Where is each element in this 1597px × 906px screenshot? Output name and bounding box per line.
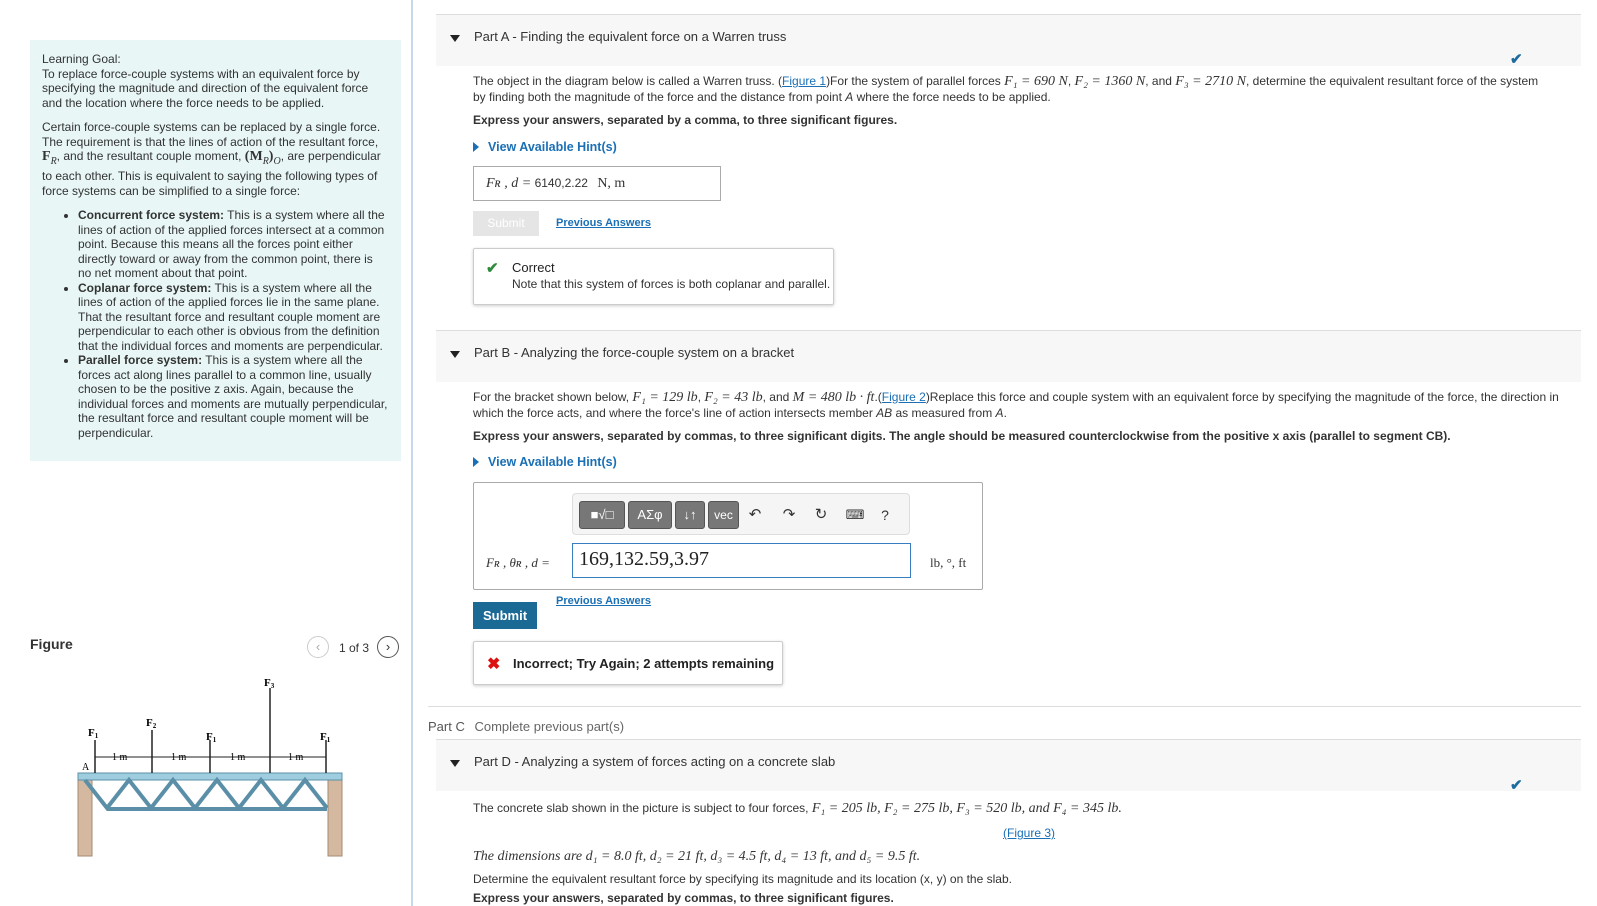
label-f2: F2 [146, 717, 157, 730]
web-members [85, 780, 327, 808]
figure-label: Figure [30, 636, 73, 652]
part-a-previous-answers-link[interactable]: Previous Answers [556, 217, 651, 229]
undo-icon[interactable]: ↶ [748, 506, 762, 523]
part-d-dimensions: The dimensions are d₁ = 8.0 ft, d₂ = 21 ft, d₃ = 4.5 ft, d₄ = 13 ft, and d₅ = 9.5 ft. [473, 849, 921, 864]
list-item: • Concurrent force system: This is a system where all the lines of action of the applied forces intersect at a common point. Because this means all the forces point either directly toward or away from the common point, there is no net moment about that point. [78, 208, 389, 281]
checkmark-icon: ✔ [486, 260, 499, 277]
list-item: • Coplanar force system: This is a system where all the lines of action of the applied forces lie in the same plane. That the resultant force and resultant couple moment are perpendicular to each other is obvious from the definition that the individual forces and moments are perpendicular. [78, 281, 389, 354]
intro-text-2: , and the resultant couple moment, [56, 149, 242, 163]
collapse-triangle-icon[interactable] [450, 351, 460, 358]
x-icon: ✖ [487, 656, 501, 673]
warren-truss-figure [70, 677, 370, 868]
chevron-left-icon[interactable]: ‹ [307, 636, 329, 658]
label-f3: F3 [264, 677, 275, 690]
greek-symbols-button[interactable]: AΣφ [628, 501, 672, 529]
math-toolbar [572, 493, 910, 535]
checkmark-icon: ✔ [1510, 51, 1523, 68]
caret-right-icon [473, 457, 479, 467]
collapse-triangle-icon[interactable] [450, 35, 460, 42]
label-dim-2: 1 m [171, 752, 187, 763]
caret-right-icon [473, 142, 479, 152]
part-b-previous-answers-link[interactable]: Previous Answers [556, 595, 651, 607]
part-b-submit-button[interactable]: Submit [473, 602, 537, 629]
label-dim-3: 1 m [230, 752, 246, 763]
mr-symbol: $(M_R)_O$ [244, 149, 281, 167]
figure-2-link[interactable]: Figure 2 [881, 390, 926, 404]
keyboard-icon[interactable]: ⌨ [845, 507, 865, 522]
list-item: • Parallel force system: This is a system where all the forces act along lines parallel to a common line, usually chosen to be the positive z axis. Again, because the individual forces and moments are mutually perpendicular, the resultant force and resultant couple moment will be perpendicular. [78, 353, 389, 440]
part-a-instruction: Express your answers, separated by a comma, to three significant figures. [473, 113, 898, 127]
right-panel [413, 0, 1597, 906]
right-support [328, 776, 342, 856]
part-a-header[interactable] [436, 14, 1581, 66]
checkmark-icon: ✔ [1510, 777, 1523, 794]
left-panel [0, 0, 412, 906]
part-a-submit-button[interactable]: Submit [473, 211, 539, 236]
label-dim-4: 1 m [288, 752, 304, 763]
reset-icon[interactable]: ↻ [814, 506, 828, 523]
learning-goal-box [30, 40, 401, 461]
subscript-superscript-button[interactable]: ↓↑ [675, 501, 705, 529]
part-b-header[interactable] [436, 330, 1581, 382]
part-d-header[interactable] [436, 739, 1581, 791]
part-a-feedback [473, 248, 834, 305]
chevron-right-icon[interactable]: › [377, 636, 399, 658]
label-point-a: A [82, 762, 90, 773]
feedback-title: Incorrect; Try Again; 2 attempts remaining [513, 656, 775, 671]
feedback-note: Note that this system of forces is both coplanar and parallel. [512, 277, 831, 291]
top-chord [78, 773, 342, 780]
collapse-triangle-icon[interactable] [450, 760, 460, 767]
part-d-task: Determine the equivalent resultant force by specifying its magnitude and its location (x, y) on the slab. [473, 872, 1012, 886]
answer-units: lb, °, ft [930, 555, 967, 570]
part-b-question: For the bracket shown below, F₁ = 129 lb, F₂ = 43 lb, and M = 480 lb · ft.(Figure 2)Replace this force and couple system with an equivalent force by specifying the magnitude of the force, the direction in which the force acts, and where the force's line of action intersects member AB as measured from A. [473, 390, 1559, 420]
part-c-status: Complete previous part(s) [474, 719, 625, 734]
part-b-instruction: Express your answers, separated by commas, to three significant digits. The angle should be measured counterclockwise from the positive x axis (parallel to segment CB). [473, 429, 1451, 443]
help-button[interactable]: ? [881, 507, 889, 523]
learning-goal-heading: Learning Goal: [42, 52, 121, 66]
part-b-title: Part B - Analyzing the force-couple system on a bracket [474, 345, 795, 360]
part-a-answer-display [473, 166, 721, 201]
part-d-title: Part D - Analyzing a system of forces acting on a concrete slab [474, 754, 836, 769]
figure-3-link[interactable]: (Figure 3) [1003, 826, 1056, 840]
part-b-hint-toggle[interactable]: View Available Hint(s) [473, 455, 617, 469]
part-b-answer-input[interactable]: 169,132.59,3.97 [572, 543, 911, 578]
label-dim-1: 1 m [112, 752, 128, 763]
learning-goal-text [42, 52, 389, 110]
answer-value: 6140,2.22 [534, 176, 588, 190]
part-c-label: Part C [428, 719, 465, 734]
part-b-answer-box [473, 482, 983, 590]
intro-paragraph [42, 120, 389, 198]
part-a-hint-toggle[interactable]: View Available Hint(s) [473, 140, 617, 154]
learning-goal-body: To replace force-couple systems with an equivalent force by specifying the magnitude and direction of the equivalent force and the location where the force needs to be applied. [42, 66, 369, 110]
intro-text-1: Certain force-couple systems can be replaced by a single force. The requirement is that the lines of action of the resultant force, [42, 120, 381, 149]
intro-text-3: , are perpendicular to each other. This is equivalent to saying the following types of force systems can be simplified to a single force: [42, 149, 381, 198]
label-f1-left: F1 [88, 727, 99, 740]
vector-button[interactable]: vec [708, 501, 739, 529]
part-c-header [428, 706, 1581, 734]
part-a-title: Part A - Finding the equivalent force on a Warren truss [474, 29, 787, 44]
feedback-title: Correct [512, 260, 555, 275]
part-b-feedback [473, 641, 783, 685]
fr-symbol: $F_R$ [42, 149, 57, 167]
part-d-instruction: Express your answers, separated by commas, to three significant figures. [473, 891, 894, 905]
answer-units: N, m [597, 176, 626, 191]
figure-1-link[interactable]: Figure 1 [782, 74, 827, 88]
figure-counter: 1 of 3 [339, 641, 370, 655]
part-d-question: The concrete slab shown in the picture is subject to four forces, F₁ = 205 lb, F₂ = 275 lb, F₃ = 520 lb, and F₄ = 345 lb. [473, 801, 1122, 816]
force-system-list [78, 208, 389, 440]
part-a-question: The object in the diagram below is called a Warren truss. (Figure 1)For the system of parallel forces F₁ = 690 N, F₂ = 1360 N, and F₃ = 2710 N, determine the equivalent resultant force of the system by finding both the magnitude of the force and the distance from point A where the force needs to be applied. [473, 74, 1539, 104]
redo-icon[interactable]: ↷ [782, 506, 796, 523]
label-f1-mid: F1 [206, 731, 217, 744]
answer-label: Fʀ , θʀ , d = [486, 555, 550, 570]
answer-label: Fʀ , d = [486, 176, 532, 191]
label-f1-right: F1 [320, 731, 331, 744]
templates-button[interactable]: ■√□ [579, 501, 625, 529]
